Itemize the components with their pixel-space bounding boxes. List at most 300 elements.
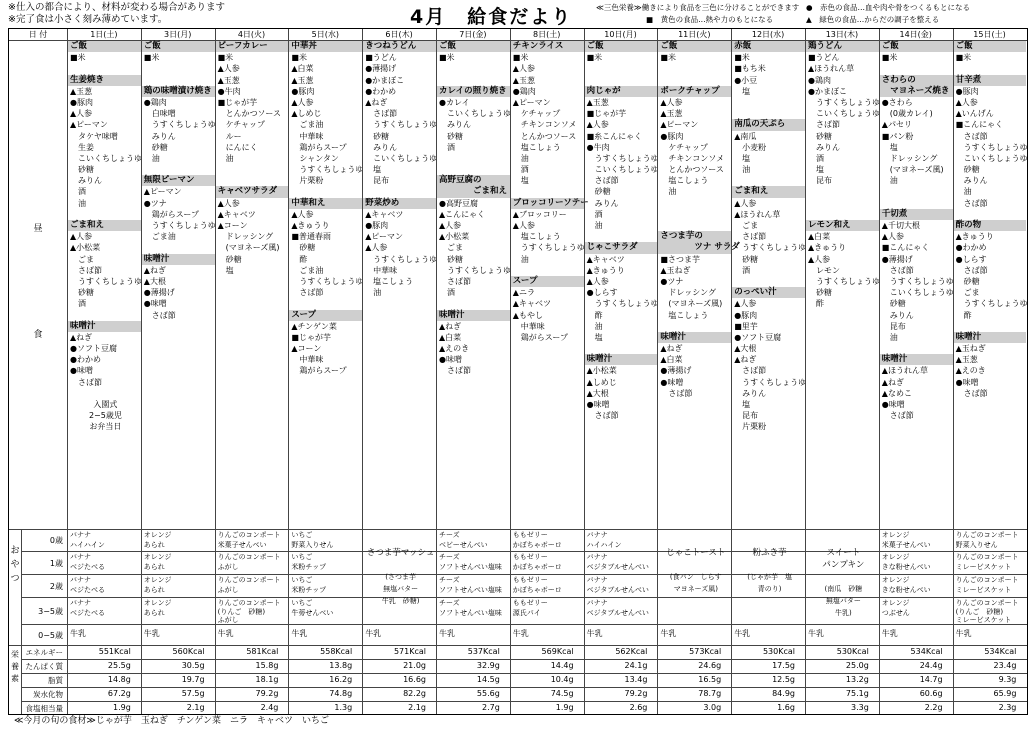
ingredient: ▲ねぎ	[881, 377, 904, 387]
ingredient: ▲人参	[586, 276, 609, 286]
ingredient: 酢	[291, 254, 308, 264]
ingredient: うすくちしょうゆ	[734, 377, 807, 387]
ingredient: ▲人参	[660, 97, 683, 107]
ingredient: うすくちしょうゆ	[955, 299, 1028, 309]
note-line-1: ※仕入の都合により、材料が変わる場合があります	[8, 2, 225, 13]
grid-hline	[9, 529, 1027, 530]
ingredient: レモン	[808, 265, 840, 275]
dish-name: チキンライス	[511, 41, 584, 52]
ingredient: ▲ねぎ	[365, 97, 388, 107]
ingredient: こいくちしょうゆ	[365, 153, 438, 163]
ingredient: ▲こんにゃく	[439, 209, 485, 219]
ingredient: ●味噌	[586, 400, 610, 409]
milk-item: 牛乳	[586, 629, 603, 638]
snack-item: スイート	[826, 548, 861, 558]
milk-cell	[289, 629, 362, 638]
snack-item: りんごのコンポート	[217, 576, 281, 584]
ingredient	[880, 198, 953, 209]
snack-item	[732, 559, 805, 571]
ingredient: ▲玉葱	[217, 75, 240, 85]
snack-item: チーズ	[439, 553, 460, 561]
snack-item: 無塩バター	[383, 585, 419, 593]
ingredient: 砂糖	[217, 254, 242, 264]
ingredient: 酒	[70, 187, 86, 197]
ingredient: ●薄揚げ	[881, 254, 913, 264]
ingredient: 油	[512, 254, 529, 264]
snack-item: ベジタブルせんべい	[586, 585, 649, 594]
dish-name: 味噌汁	[880, 354, 953, 365]
nutrition-label: 栄養素	[11, 650, 19, 683]
ingredient: ▲小松菜	[70, 243, 101, 253]
snack-item: ミレービスケット	[955, 585, 1012, 594]
ingredient: 鶏がらスープ	[291, 142, 347, 152]
dish-name: マヨネーズ焼き	[880, 86, 953, 97]
snack-item: ベジたべる	[70, 585, 105, 594]
ingredient: ▲ねぎ	[734, 355, 757, 365]
day-header: 15日(土)	[973, 30, 1006, 39]
ingredient: うすくちしょうゆ	[291, 165, 364, 175]
ingredient: 砂糖	[291, 243, 316, 253]
ingredient: 塩こしょう	[512, 142, 561, 152]
ingredient	[658, 321, 731, 332]
ingredient	[437, 153, 510, 164]
snack-item: りんごのコンポート	[955, 553, 1019, 561]
ingredient: さば節	[70, 377, 102, 387]
ingredient: 酢	[586, 310, 603, 320]
snack-item: バナナ	[70, 599, 91, 607]
nutrition-value: 74.5g	[550, 689, 574, 698]
ingredient: ●鶏肉	[143, 97, 167, 107]
ingredient: ▲玉葱	[586, 97, 609, 107]
ingredient: ▲大根	[734, 344, 757, 354]
legend-green: ▲ 緑色の食品…からだの調子を整える	[806, 15, 940, 24]
page-title: 4月 給食だより	[410, 6, 573, 28]
ingredient: ▲人参	[365, 243, 388, 253]
ingredient: みりん	[808, 142, 840, 152]
lunch-menu-column	[68, 41, 141, 529]
ingredient: 中華味	[291, 355, 324, 365]
snack-item: かぼちゃボーロ	[512, 540, 562, 549]
ingredient: さば節	[734, 232, 767, 242]
ingredient: さば節	[291, 288, 324, 298]
ingredient: ▲コーン	[291, 344, 322, 354]
ingredient: 塩	[217, 265, 234, 275]
lunch-menu-column	[954, 41, 1027, 529]
nutrition-value: 67.2g	[107, 689, 131, 698]
ingredient: 昆布	[365, 176, 390, 186]
snack-item: 青のり)	[757, 585, 782, 593]
legend-intro: ≪三色栄養≫働きにより食品を三色に分けることができます	[596, 3, 800, 12]
ingredient	[954, 209, 1027, 220]
milk-cell	[68, 629, 141, 638]
nutrition-value: 21.0g	[403, 661, 426, 670]
dish-name: ツナ サラダ	[660, 242, 740, 253]
snack-item: (りんご 砂糖)	[955, 607, 1004, 616]
ingredient: チキンコンソメ	[512, 120, 577, 130]
nutrition-value: 3.0g	[703, 703, 722, 712]
snack-item: オレンジ	[143, 531, 172, 539]
ingredient: ●鶏肉	[512, 86, 536, 96]
ingredient: ■米	[143, 53, 160, 63]
snack-item: りんごのコンポート	[955, 531, 1019, 539]
ingredient: うすくちしょうゆ	[808, 97, 880, 107]
ingredient: ケチャップ	[660, 142, 708, 152]
ingredient: ▲ピーマン	[512, 97, 551, 107]
nutrition-value: 2.2g	[924, 703, 943, 712]
ingredient: 酢	[808, 299, 824, 309]
ingredient: ●小豆	[734, 75, 758, 85]
milk-cell	[216, 629, 289, 638]
snack-item: ももゼリー	[512, 576, 548, 584]
date-header: 日 付	[28, 30, 48, 39]
ingredient: みりん	[955, 176, 988, 186]
nutrition-value: 1.9g	[555, 703, 574, 712]
milk-cell	[954, 629, 1027, 638]
ingredient: ●豚肉	[291, 86, 315, 96]
snack-item: オレンジ	[881, 553, 910, 561]
dish-name: カレイの照り焼き	[437, 86, 510, 97]
ingredient: さば節	[881, 411, 914, 421]
ingredient: うすくちしょうゆ	[70, 276, 142, 286]
ingredient	[142, 164, 215, 175]
ingredient: ▲南瓜	[734, 131, 757, 141]
ingredient: ■じゃが芋	[586, 109, 627, 119]
ingredient	[437, 298, 510, 309]
snack-cell	[880, 531, 953, 643]
snack-label: おやつ	[10, 546, 20, 584]
ingredient: みりん	[70, 176, 102, 186]
ingredient	[289, 186, 362, 197]
ingredient: 中華味	[365, 265, 398, 275]
dish-name: ごま和え	[68, 220, 141, 231]
ingredient: 塩	[808, 165, 824, 175]
ingredient: ●さわら	[881, 97, 913, 107]
snack-item: いちご	[291, 531, 313, 539]
dish-name: キャベツサラダ	[216, 186, 289, 197]
snack-item: ハイハイン	[70, 540, 105, 549]
ingredient: ■米	[660, 53, 676, 63]
ingredient: 酒	[512, 165, 529, 175]
ingredient: さば節	[365, 109, 398, 119]
ingredient: さば節	[439, 366, 471, 376]
nutrition-value: 18.1g	[255, 675, 279, 684]
ingredient: 油	[143, 153, 160, 163]
ingredient: 2−5歳児	[88, 411, 122, 421]
snack-item: 米粉チップ	[291, 585, 327, 594]
snack-cell	[511, 531, 584, 643]
snack-cell	[732, 547, 805, 637]
ingredient: ごま	[70, 254, 94, 264]
nutrition-value: 14.7g	[919, 675, 943, 684]
snack-item: ハイハイン	[586, 540, 622, 549]
dish-name: 味噌汁	[68, 321, 141, 332]
ingredient: 油	[70, 198, 86, 208]
nutrition-value: 32.9g	[476, 661, 500, 670]
dish-name: じゃこサラダ	[585, 242, 658, 253]
ingredient: ▲ピーマン	[143, 187, 182, 197]
nutrition-value: 9.3g	[998, 675, 1017, 684]
ingredient: 酒	[808, 153, 824, 163]
ingredient: 塩	[734, 86, 751, 96]
dish-name: 肉じゃが	[585, 86, 658, 97]
ingredient: 油	[660, 187, 677, 197]
ingredient: ▲キャベツ	[586, 254, 625, 264]
ingredient: とんかつソース	[660, 165, 724, 175]
snack-item: いちご	[291, 599, 313, 607]
ingredient: 砂糖	[955, 165, 980, 175]
nutrition-value: 74.8g	[329, 689, 353, 698]
snack-item: ソフトせんべい塩味	[439, 562, 502, 571]
ingredient: ごま	[439, 243, 463, 253]
snack-item: ももゼリー	[512, 553, 548, 561]
dish-name: 味噌汁	[142, 254, 215, 265]
ingredient: ▲パセリ	[881, 120, 912, 130]
ingredient: ●味噌	[439, 355, 462, 365]
note-line-2: ※完了食は小さく刻み薄めています。	[8, 14, 168, 25]
snack-item: バナナ	[70, 576, 91, 584]
day-header: 7日(金)	[459, 30, 487, 39]
nutrition-value: 13.8g	[329, 661, 353, 670]
ingredient	[68, 63, 141, 74]
nutrition-value: 55.6g	[476, 689, 500, 698]
ingredient: うすくちしょうゆ	[365, 254, 438, 264]
ingredient	[880, 343, 953, 354]
snack-cell	[289, 531, 362, 643]
lunch-menu-column	[880, 41, 953, 529]
ingredient: ■糸こんにゃく	[586, 131, 642, 141]
snack-cell	[585, 531, 658, 643]
dish-name: スープ	[289, 310, 362, 321]
snack-item: (食パン しらす	[669, 573, 722, 581]
ingredient: ▲ねぎ	[143, 265, 166, 275]
dish-name: 味噌汁	[954, 332, 1027, 343]
day-header: 14日(金)	[899, 30, 932, 39]
ingredient: ▲ほうれん草	[881, 366, 928, 376]
lunch-menu-column	[585, 41, 658, 529]
ingredient: ●味噌	[660, 377, 684, 387]
age-label: 3−5歳	[38, 606, 63, 616]
nutrition-value: 16.2g	[329, 675, 353, 684]
menu-table	[8, 28, 1028, 715]
milk-item: 牛乳	[734, 629, 751, 638]
milk-item: 牛乳	[881, 629, 898, 638]
snack-item: (さつま芋	[385, 573, 416, 581]
dish-name: ご飯	[880, 41, 953, 52]
ingredient: 鶏がらスープ	[512, 332, 568, 342]
ingredient: 油	[881, 332, 898, 342]
snack-item: じゃこトースト	[666, 548, 726, 558]
snack-item: チーズ	[439, 599, 460, 607]
milk-item: 牛乳	[291, 629, 308, 638]
ingredient: ●豚肉	[955, 86, 979, 96]
ingredient: ■米	[291, 53, 307, 63]
ingredient: ごま油	[291, 120, 324, 130]
ingredient: ●わかめ	[955, 243, 987, 253]
ingredient	[216, 164, 289, 175]
ingredient: ▲ほうれん草	[808, 64, 855, 74]
ingredient: ●豚肉	[70, 97, 93, 107]
ingredient: 砂糖	[439, 254, 463, 264]
ingredient: ▲千切大根	[881, 221, 920, 230]
ingredient	[806, 186, 879, 197]
ingredient: ▲玉葱	[512, 75, 535, 85]
ingredient	[806, 209, 879, 220]
lunch-menu-column	[806, 41, 879, 529]
dish-name: ご飯	[585, 41, 658, 52]
ingredient: ▲きゅうり	[955, 232, 994, 242]
snack-item: オレンジ	[143, 599, 172, 607]
ingredient: うすくちしょうゆ	[143, 221, 216, 230]
ingredient: お弁当日	[89, 422, 122, 432]
nutrition-value: 65.9g	[993, 689, 1017, 698]
snack-item: 野菜入りせん	[955, 540, 998, 549]
ingredient: (0歳カレイ)	[881, 109, 933, 119]
ingredient: ●高野豆腐	[439, 198, 478, 208]
nutrition-value: 551Kcal	[98, 647, 131, 656]
dish-name: レモン和え	[806, 220, 879, 231]
ingredient: 油	[512, 153, 529, 163]
ingredient: ■じゃが芋	[291, 332, 331, 342]
snack-item: ソフトせんべい塩味	[439, 608, 502, 617]
grid-hline	[21, 701, 1027, 702]
snack-item: りんごのコンポート	[955, 576, 1019, 584]
ingredient	[880, 186, 953, 197]
dish-name: 生姜焼き	[68, 75, 141, 86]
snack-item: ももゼリー	[512, 531, 548, 539]
day-header: 6日(木)	[385, 30, 413, 39]
ingredient: 砂糖	[586, 187, 611, 197]
snack-item	[658, 559, 731, 571]
ingredient: ▲ピーマン	[70, 120, 108, 130]
snack-item: かぼちゃボーロ	[512, 585, 562, 594]
ingredient: ▲もやし	[512, 310, 543, 320]
legend-yellow: ■ 黄色の食品…熱や力のもとになる	[646, 15, 774, 24]
nutrition-value: 60.6g	[919, 689, 943, 698]
nutrition-value: 2.4g	[260, 703, 279, 712]
snack-item: 牛乳)	[835, 609, 852, 617]
ingredient: 砂糖	[881, 299, 906, 309]
milk-cell	[363, 629, 436, 638]
ingredient: ▲コーン	[217, 221, 248, 230]
ingredient: 中華味	[291, 131, 324, 141]
ingredient: ●牛肉	[586, 142, 610, 152]
ingredient: ▲大根	[586, 388, 609, 398]
snack-item	[363, 559, 436, 571]
milk-cell	[732, 629, 805, 638]
dish-name: 高野豆腐の	[437, 175, 510, 186]
ingredient: ▲ピーマン	[365, 232, 404, 242]
snack-item: 無塩バター	[825, 597, 861, 605]
ingredient: ■米	[734, 53, 750, 63]
lunch-menu-column	[289, 41, 362, 529]
ingredient: みりん	[143, 131, 176, 141]
ingredient: 酒	[70, 299, 86, 309]
nutrition-value: 82.2g	[403, 689, 426, 698]
ingredient: ■普通春雨	[291, 232, 331, 242]
lunch-menu-column	[437, 41, 510, 529]
ingredient: 生姜	[70, 142, 94, 152]
ingredient: ●しらす	[586, 288, 618, 298]
nutrition-value: 537Kcal	[467, 647, 500, 656]
ingredient	[68, 209, 141, 220]
ingredient: ●わかめ	[365, 86, 397, 96]
lunch-menu-column	[511, 41, 589, 529]
ingredient: (マヨネーズ風)	[217, 243, 280, 253]
dish-name: 味噌汁	[585, 354, 658, 365]
snack-cell	[954, 531, 1027, 643]
snack-item: オレンジ	[881, 599, 910, 607]
milk-item: 牛乳	[808, 629, 824, 638]
ingredient	[806, 198, 879, 209]
ingredient	[658, 209, 731, 220]
snack-item: きな粉せんべい	[881, 585, 931, 594]
ingredient: ▲えのき	[439, 344, 470, 354]
ingredient: うすくちしょうゆ	[586, 153, 659, 163]
snack-item: ふがし	[217, 562, 239, 571]
nutrition-value: 581Kcal	[246, 647, 279, 656]
ingredient	[732, 97, 805, 108]
ingredient: 油	[217, 153, 234, 163]
grid-hline	[9, 645, 1027, 646]
snack-item: 米菓子せんべい	[217, 540, 267, 549]
ingredient: ■米	[512, 53, 529, 63]
snack-item: ミレービスケット	[955, 616, 1012, 624]
nutrition-value: 84.9g	[772, 689, 795, 698]
ingredient: 小麦粉	[734, 142, 767, 152]
dish-name: ご飯	[437, 41, 510, 52]
ingredient: うすくちしょうゆ	[143, 120, 216, 130]
ingredient: こいくちしょうゆ	[881, 288, 954, 298]
ingredient: 油	[586, 221, 603, 230]
ingredient: ●味噌	[70, 366, 93, 376]
ingredient: ●薄揚げ	[143, 288, 175, 298]
age-label: 2歳	[49, 581, 63, 591]
snack-cell	[658, 547, 731, 637]
nutrition-value: 530Kcal	[762, 647, 795, 656]
nutrition-value: 30.5g	[181, 661, 205, 670]
ingredient: ▲大根	[143, 276, 166, 286]
ingredient: 砂糖	[734, 254, 759, 264]
ingredient: ▲玉葱	[291, 75, 314, 85]
dish-name: スープ	[511, 276, 584, 287]
ingredient: さば節	[660, 388, 693, 398]
ingredient: ▲ねぎ	[439, 321, 462, 331]
snack-item: いちご	[291, 553, 313, 561]
snack-cell	[142, 531, 215, 643]
ingredient: 塩こしょう	[365, 276, 414, 286]
ingredient: うすくちしょうゆ	[365, 120, 438, 130]
ingredient: ルー	[217, 131, 242, 141]
ingredient: 昆布	[808, 176, 832, 186]
snack-item: ベビーせんべい	[439, 540, 488, 549]
dish-name: 中華和え	[289, 198, 362, 209]
ingredient	[732, 276, 805, 287]
nutrition-row-label: 炭水化物	[33, 690, 63, 699]
dish-name: 酢の物	[954, 220, 1027, 231]
ingredient: うすくちしょうゆ	[734, 243, 807, 253]
nutrition-value: 24.6g	[698, 661, 722, 670]
day-header: 5日(水)	[311, 30, 339, 39]
dish-name: 中華丼	[289, 41, 362, 52]
snack-item: オレンジ	[143, 553, 172, 561]
ingredient: ▲玉ねぎ	[660, 265, 691, 275]
ingredient: ▲いんげん	[955, 109, 994, 119]
ingredient: ▲きゅうり	[586, 265, 625, 275]
snack-item: あられ	[143, 608, 165, 617]
ingredient: うすくちしょうゆ	[439, 265, 511, 275]
ingredient: さば節	[70, 265, 102, 275]
ingredient: (マヨネーズ風)	[881, 165, 944, 175]
